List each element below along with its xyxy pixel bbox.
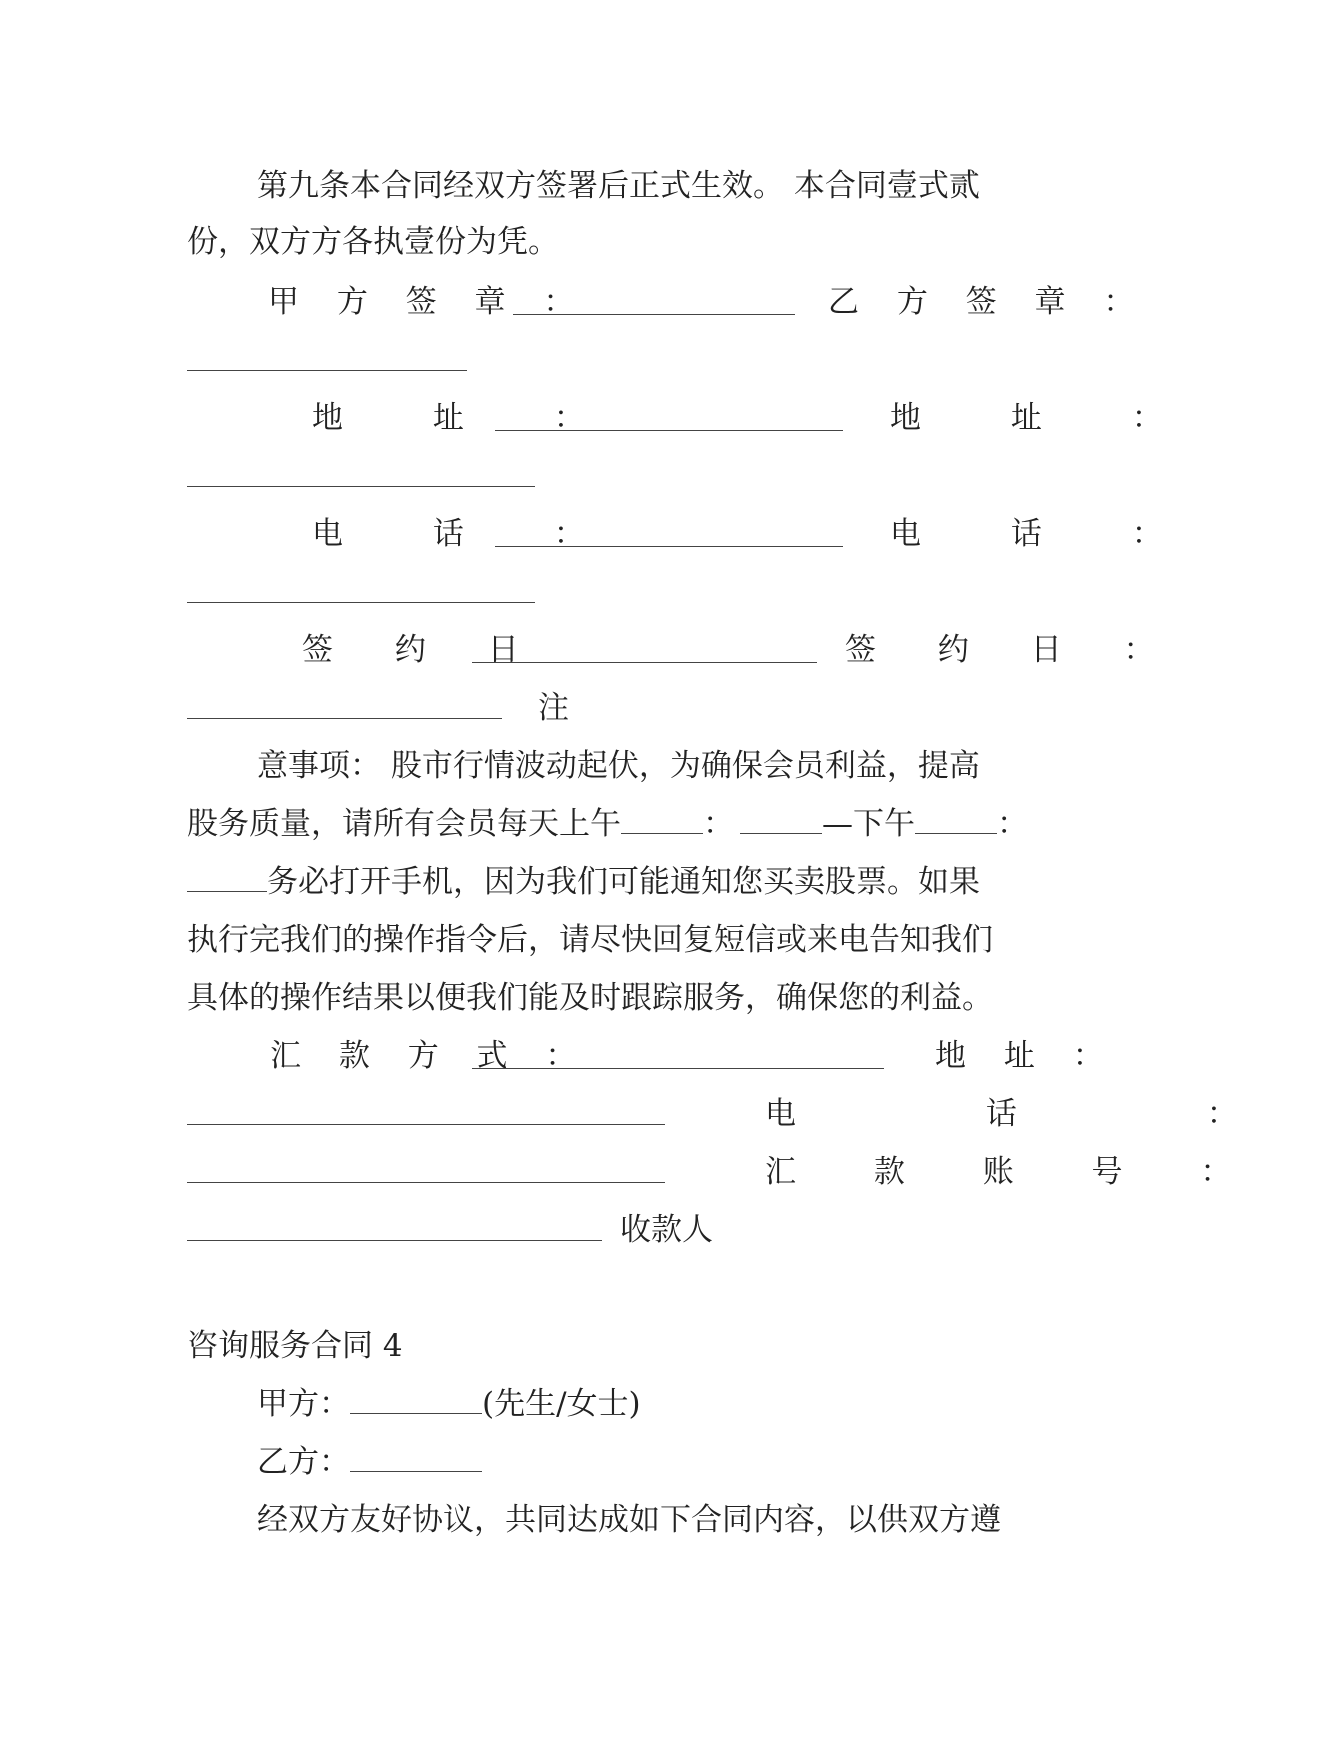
afternoon-hour-field[interactable] [915,807,997,834]
payment-method-field[interactable] [472,1042,884,1069]
note-start: 注 [538,690,569,726]
party-a-sign-field[interactable] [513,288,795,315]
notice-line4: 执行完我们的操作指令后，请尽快回复短信或来电告知我们 [187,922,993,958]
address-a-field[interactable] [495,404,843,431]
payment-phone-field[interactable] [187,1156,665,1183]
afternoon-minute-field[interactable] [187,865,267,892]
address-a-label: 地 址 ： [312,400,625,436]
notice-line3-text: 务必打开手机，因为我们可能通知您买卖股票。如果 [267,864,980,900]
payment-phone-label: 电 话 ： [765,1096,1328,1132]
payee-label: 收款人 [620,1212,713,1248]
payment-account-field[interactable] [187,1214,602,1241]
payment-method-label: 汇 款 方 式 ： [270,1038,591,1074]
clause9-line1: 第九条本合同经双方签署后正式生效。 本合同壹式贰 [257,168,980,204]
date-b-field[interactable] [187,692,502,719]
morning-hour-field[interactable] [621,807,703,834]
notice-line2-text: 股务质量，请所有会员每天上午 [187,806,621,842]
notice-colon: ： [703,806,734,842]
payment-phone-label-wrap [765,1094,1328,1134]
contract4-title: 咨询服务合同 4 [187,1328,403,1364]
date-b-label: 签 约 日 ： [845,632,1181,668]
phone-b-label: 电 话 ： [890,516,1203,552]
notice-afternoon: —下午 [822,806,915,842]
contract4-intro: 经双方友好协议，共同达成如下合同内容，以供双方遵 [257,1502,1001,1538]
payment-account-label: 汇 款 账 号 ： [765,1154,1266,1190]
payment-address-label: 地 址 ： [935,1038,1118,1074]
address-b-field[interactable] [187,460,535,487]
contract4-party-a-field[interactable] [350,1387,482,1414]
contract4-party-b [187,1442,1057,1482]
phone-b-field[interactable] [187,576,535,603]
payment-address-field[interactable] [187,1098,665,1125]
party-a-sign-label: 甲 方 签 章 ： [268,284,589,320]
party-b-sign-label: 乙 方 签 章 ： [828,284,1149,320]
phone-a-label: 电 话 ： [312,516,625,552]
notice-line3 [187,862,1057,902]
contract4-party-b-field[interactable] [350,1445,482,1472]
morning-minute-field[interactable] [740,807,822,834]
party-b-sign-field[interactable] [187,344,467,371]
notice-line5: 具体的操作结果以便我们能及时跟踪服务，确保您的利益。 [187,980,993,1016]
address-b-label: 地 址 ： [890,400,1203,436]
contract4-party-a-suffix: (先生/女士) [482,1386,641,1422]
contract4-party-b-label: 乙方： [257,1444,350,1480]
phone-a-field[interactable] [495,520,843,547]
notice-line2 [187,804,1057,844]
date-a-label: 签 约 日 [302,632,545,668]
contract4-party-a [187,1384,1057,1424]
contract4-party-a-label: 甲方： [257,1386,350,1422]
clause9-line2: 份，双方方各执壹份为凭。 [187,224,559,260]
notice-line1: 意事项： 股市行情波动起伏，为确保会员利益，提高 [257,748,980,784]
date-a-field[interactable] [472,636,817,663]
notice-colon-2: ： [997,806,1028,842]
